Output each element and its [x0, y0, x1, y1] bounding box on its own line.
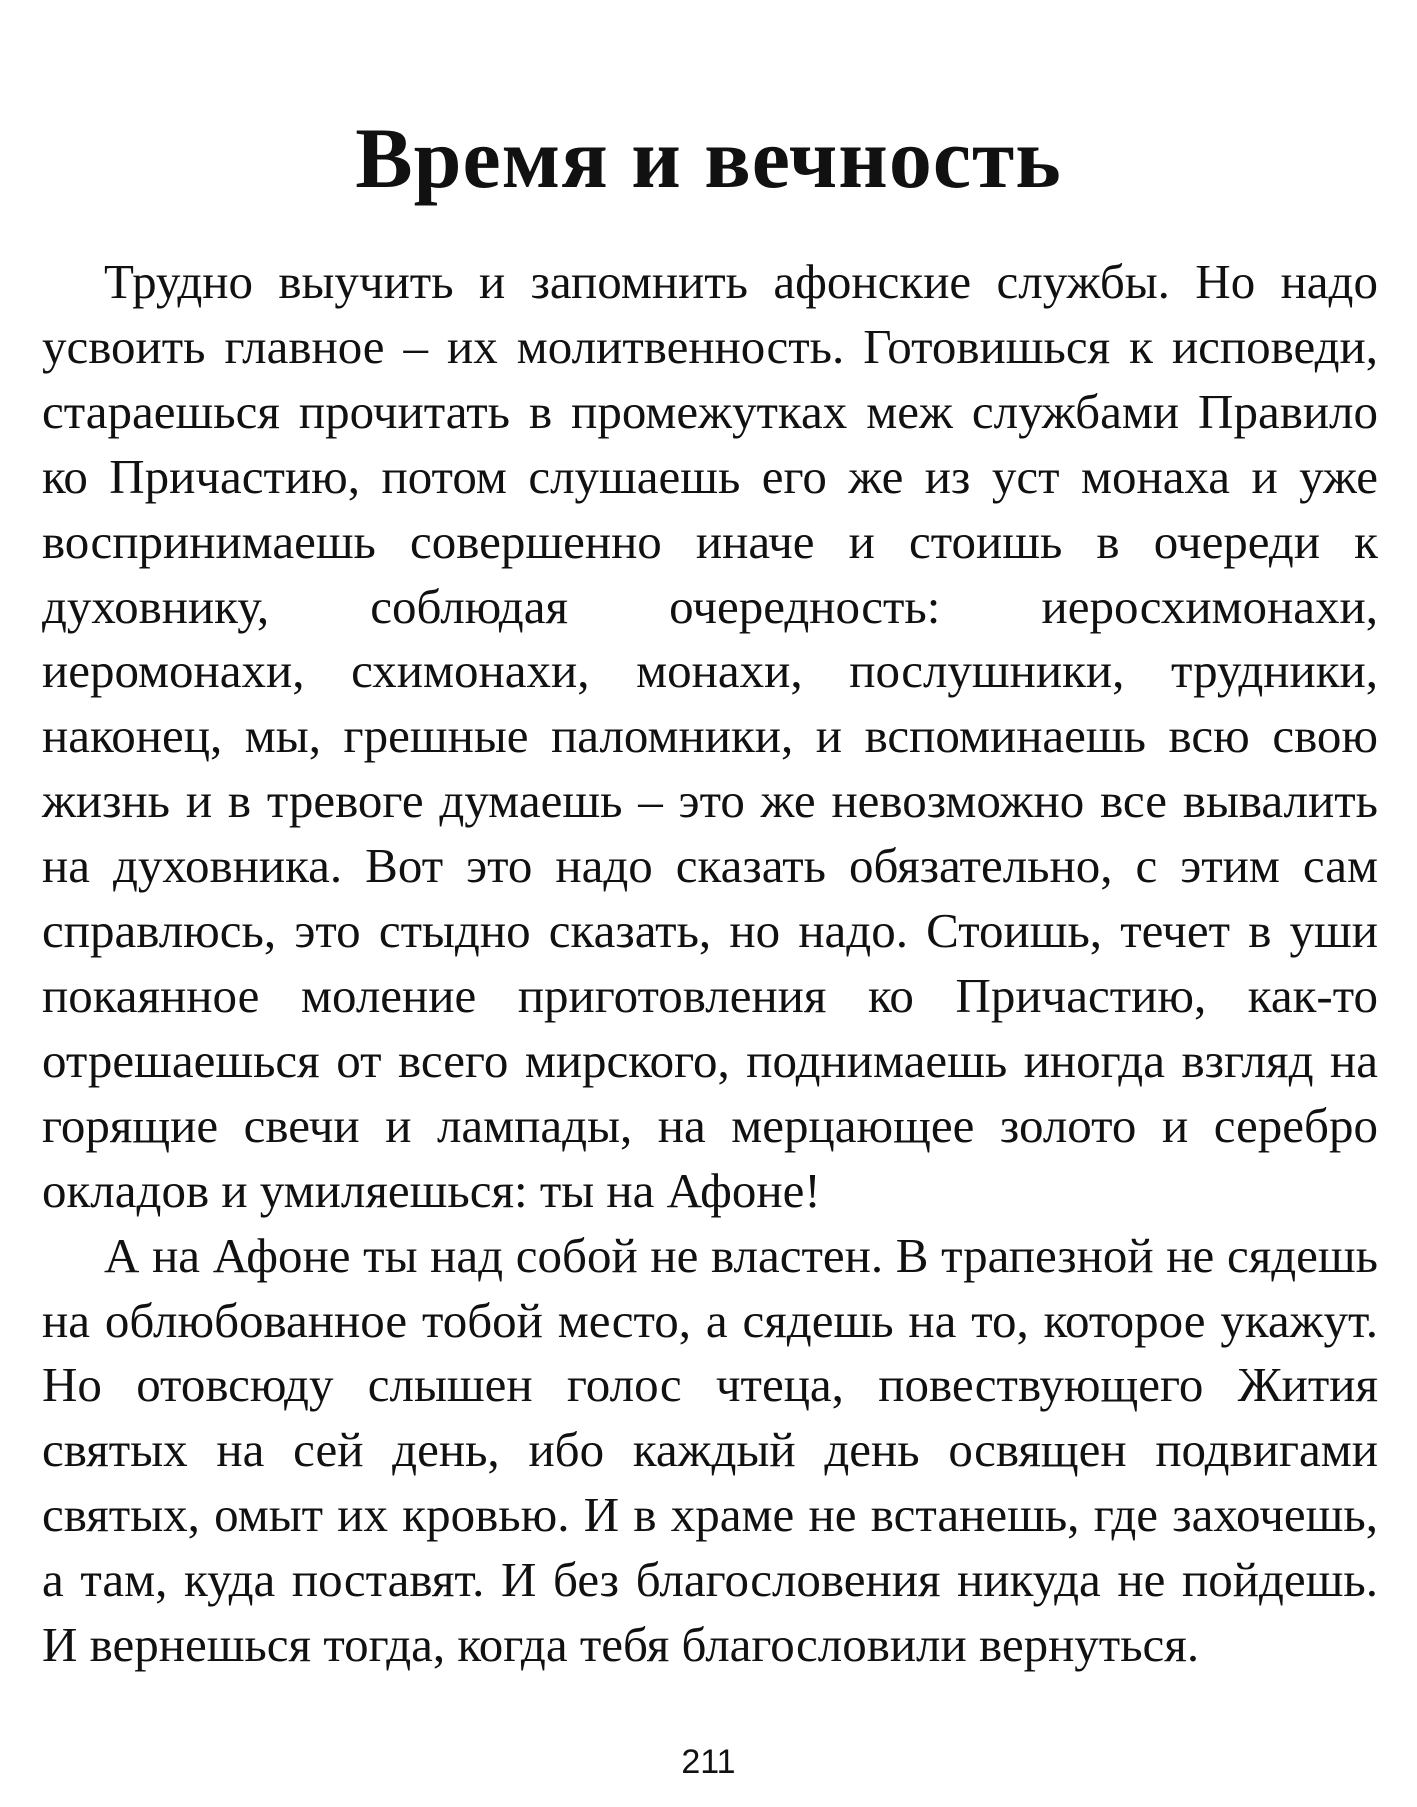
- paragraph-2: А на Афоне ты над собой не властен. В трапезной не сядешь на облюбованное тобой место, а сядешь на то, которое укажут. Но отовсюду слышен голос чтеца, повествующего Жития святых на сей день, ибо каждый день освящен подвигами святых, омыт их кровью. И в храме не встанешь, где захочешь, а там, куда поставят. И без благословения никуда не пойдешь. И вернешься тогда, когда тебя благословили вернуться.: [42, 1227, 1378, 1673]
- page-number: 211: [681, 1743, 736, 1781]
- chapter-title: Время и вечность: [355, 110, 1062, 206]
- page-body: [42, 250, 1378, 1678]
- paragraph-1: Трудно выучить и запомнить афонские службы. Но надо усвоить главное – их молитвенность. Готовишься к исповеди, стараешься прочитать в промежутках меж службами Правило ко Причастию, потом слушаешь его же из уст монаха и уже воспринимаешь совершенно иначе и стоишь в очереди к духовнику, соблюдая очередность: иеросхимонахи, иеромонахи, схимонахи, монахи, послушники, трудники, наконец, мы, грешные паломники, и вспоминаешь всю свою жизнь и в тревоге думаешь – это же невозможно все вывалить на духовника. Вот это надо сказать обязательно, с этим сам справлюсь, это стыдно сказать, но надо. Стоишь, течет в уши покаянное моление приготовления ко Причастию, как-то отрешаешься от всего мирского, поднимаешь иногда взгляд на горящие свечи и лампады, на мерцающее золото и серебро окладов и умиляешься: ты на Афоне!: [42, 254, 1378, 1218]
